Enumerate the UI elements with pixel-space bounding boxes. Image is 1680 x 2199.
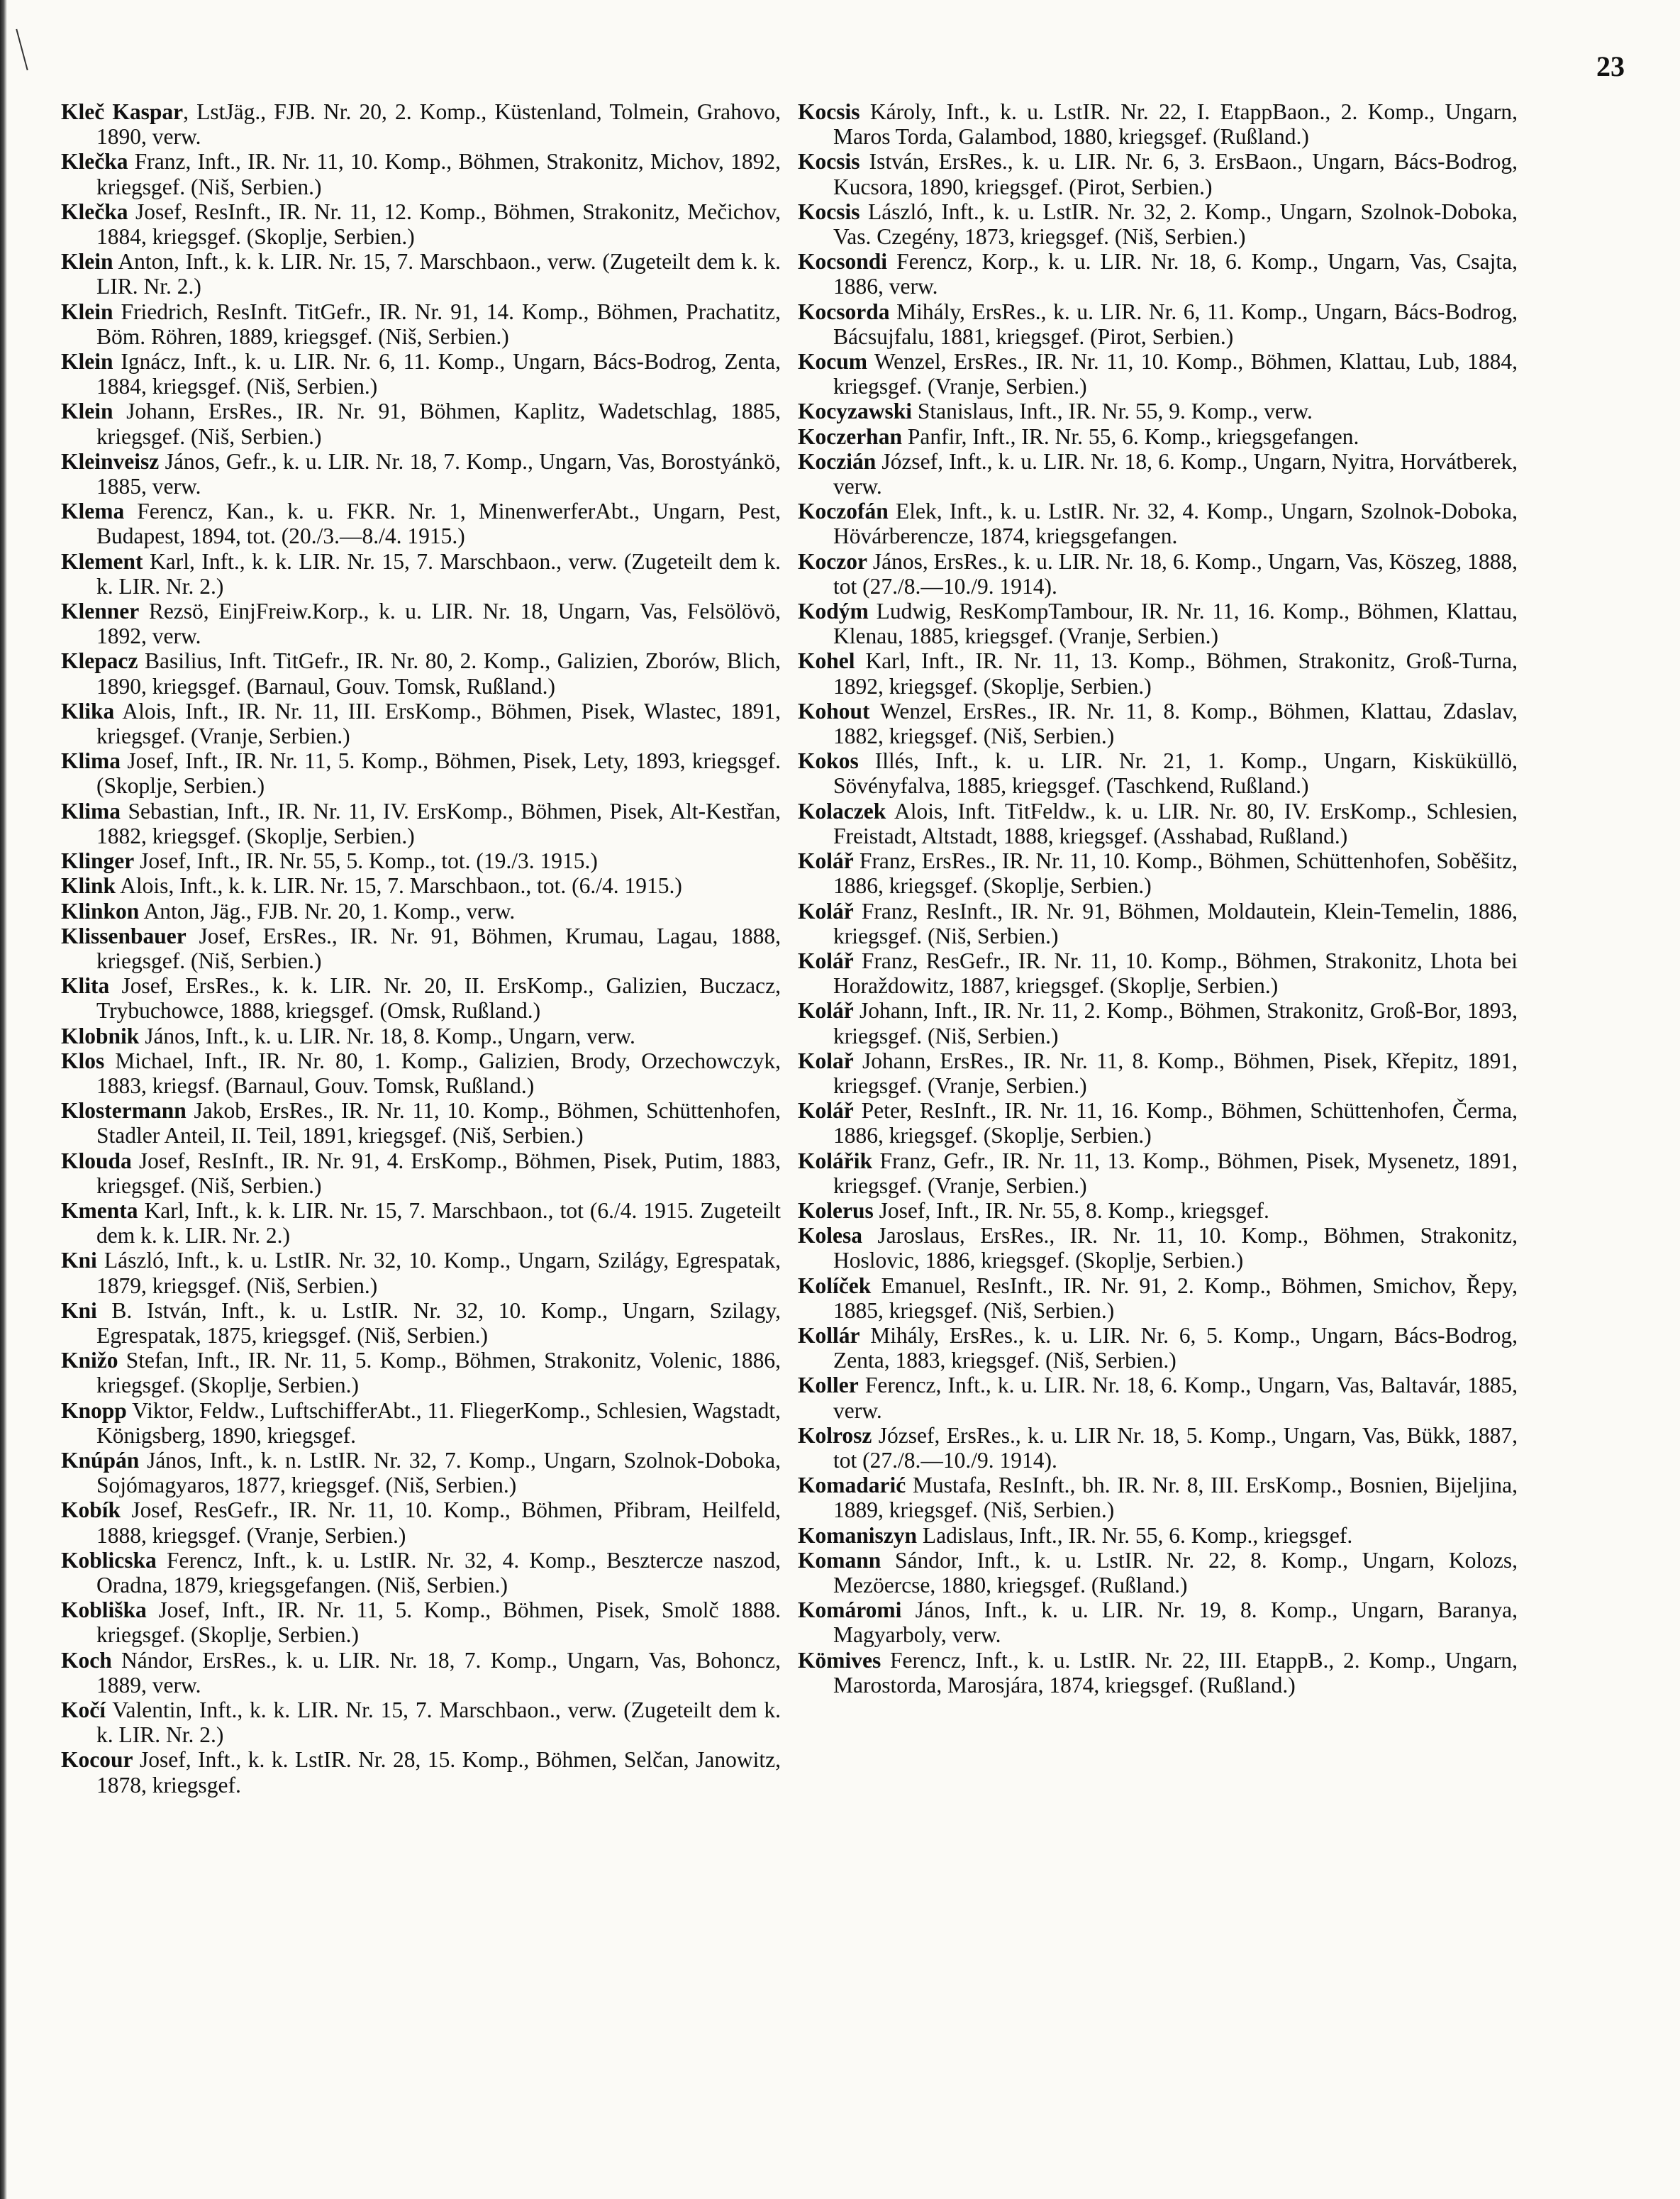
entry [61,1348,781,1397]
entry-surname: Klika [61,698,115,724]
entry [61,1497,781,1547]
entry [61,1048,781,1098]
entry-surname: Kleč Kaspar [61,99,184,124]
entry-surname: Klein [61,299,113,324]
entry-surname: Koch [61,1647,112,1673]
entry-details: Emanuel, ResInft., IR. Nr. 91, 2. Komp., Böhmen, Smichov, Řepy, 1885, kriegsgef. (Niš, Serbien.) [833,1273,1518,1323]
entry-surname: Kolář [798,948,854,973]
entry-surname: Klepacz [61,648,138,674]
entry-details: Ferencz, Inft., k. u. LIR. Nr. 18, 6. Komp., Ungarn, Vas, Baltavár, 1885, verw. [833,1373,1518,1423]
entry-details: Panfir, Inft., IR. Nr. 55, 6. Komp., kriegsgefangen. [901,423,1359,449]
entry-surname: Kni [61,1297,97,1323]
entry-details: Karl, Inft., IR. Nr. 11, 13. Komp., Böhmen, Strakonitz, Groß-Turna, 1892, kriegsgef. (Skoplje, Serbien.) [833,648,1518,699]
entry-details: , LstJäg., FJB. Nr. 20, 2. Komp., Küstenland, Tolmein, Grahovo, 1890, verw. [96,99,781,150]
entry-surname: Klinkon [61,898,140,924]
left-column [61,99,781,1798]
entry-surname: Kolář [798,998,854,1024]
entry-surname: Klos [61,1048,105,1073]
entry [798,1523,1518,1548]
entry [798,399,1518,423]
entry [61,1148,781,1198]
entry [61,699,781,748]
entry [61,249,781,299]
entry-details: József, Inft., k. u. LIR. Nr. 18, 6. Komp., Ungarn, Nyitra, Horvátberek, verw. [833,448,1518,499]
entry-details: Mustafa, ResInft., bh. IR. Nr. 8, III. ErsKomp., Bosnien, Bijeljina, 1889, kriegsgef. (Niš, Serbien.) [833,1473,1518,1523]
entry-surname: Kmenta [61,1197,138,1223]
entry-surname: Komann [798,1547,881,1573]
entry [798,1473,1518,1522]
entry-surname: Klita [61,973,110,999]
entry-surname: Klečka [61,199,128,224]
entry-details: Franz, ErsRes., IR. Nr. 11, 10. Komp., Böhmen, Schüttenhofen, Soběšitz, 1886, kriegsgef. (Skoplje, Serbien.) [833,848,1518,899]
entry-details: Illés, Inft., k. u. LIR. Nr. 21, 1. Komp., Ungarn, Kisküküllö, Sövényfalva, 1885, kriegsgef. (Taschkend, Rußland.) [833,748,1518,799]
entry [61,149,781,199]
entry-surname: Kocsis [798,199,860,224]
entry [61,299,781,349]
entry-details: Nándor, ErsRes., k. u. LIR. Nr. 18, 7. Komp., Ungarn, Vas, Bohoncz, 1889, verw. [96,1647,781,1697]
entry-details: Ferencz, Inft., k. u. LstIR. Nr. 32, 4. Komp., Besztercze naszod, Oradna, 1879, kriegsgefangen. (Niš, Serbien.) [96,1547,781,1597]
entry-surname: Kohel [798,648,855,674]
entry-surname: Klein [61,399,113,424]
entry-surname: Kleinveisz [61,448,160,474]
entry [798,998,1518,1048]
entry [798,249,1518,299]
entry-details: Anton, Inft., k. k. LIR. Nr. 15, 7. Marschbaon., verw. (Zugeteilt dem k. k. LIR. Nr. 2.) [96,249,781,299]
entry-surname: Komaniszyn [798,1522,918,1548]
entry [61,1697,781,1747]
entry [61,1198,781,1248]
entry [61,799,781,848]
entry [798,848,1518,898]
entry-surname: Kocum [798,349,867,375]
entry-details: Josef, ResGefr., IR. Nr. 11, 10. Komp., Böhmen, Přibram, Heilfeld, 1888, kriegsgef. (Vranje, Serbien.) [96,1497,781,1548]
entry-surname: Klinger [61,848,135,874]
entry-details: Ferencz, Inft., k. u. LstIR. Nr. 22, III. EtappB., 2. Komp., Ungarn, Marostorda, Marosjára, 1874, kriegsgef. (Rußland.) [833,1647,1518,1697]
entry-details: Josef, Inft., k. k. LstIR. Nr. 28, 15. Komp., Böhmen, Selčan, Janowitz, 1878, kriegsgef. [96,1747,781,1798]
entry-surname: Kolaczek [798,798,886,824]
entry-details: Stanislaus, Inft., IR. Nr. 55, 9. Komp., verw. [912,399,1313,424]
entry-details: Wenzel, ErsRes., IR. Nr. 11, 10. Komp., Böhmen, Klattau, Lub, 1884, kriegsgef. (Vranje, Serbien.) [833,349,1518,399]
entry-surname: Koczerhan [798,423,902,449]
entry [61,1398,781,1448]
entry [798,149,1518,199]
entry-surname: Klobnik [61,1023,140,1048]
entry [61,99,781,149]
entry-details: János, Inft., k. u. LIR. Nr. 18, 8. Komp., Ungarn, verw. [139,1023,635,1048]
entry-surname: Kocsis [798,99,860,124]
entry [798,449,1518,499]
entry [61,873,781,898]
entry [798,948,1518,998]
entry-surname: Kolářik [798,1148,873,1173]
entry [61,1747,781,1797]
entry-surname: Koczor [798,548,867,574]
entry [798,648,1518,698]
entry-surname: Kocyzawski [798,399,912,424]
entry-details: Ferencz, Kan., k. u. FKR. Nr. 1, MinenwerferAbt., Ungarn, Pest, Budapest, 1894, tot. (20./3.—8./4. 1915.) [96,499,781,549]
entry-details: János, Gefr., k. u. LIR. Nr. 18, 7. Komp., Ungarn, Vas, Borostyánkö, 1885, verw. [96,448,781,499]
entry [61,924,781,973]
entry-surname: Kolerus [798,1197,874,1223]
entry-surname: Klissenbauer [61,923,187,948]
entry-surname: Kobík [61,1497,121,1523]
entry [61,1597,781,1647]
entry-details: Josef, ResInft., IR. Nr. 11, 12. Komp., Böhmen, Strakonitz, Mečichov, 1884, kriegsgef. (Skoplje, Serbien.) [96,199,781,250]
entry-surname: Kolář [798,898,854,924]
entry [798,799,1518,848]
entry [61,599,781,648]
entry-surname: Klima [61,748,121,774]
entry-surname: Kokos [798,748,859,774]
entry [798,899,1518,948]
entry-surname: Kocsis [798,149,860,175]
entry [798,1148,1518,1198]
entry-details: Johann, ErsRes., IR. Nr. 91, Böhmen, Kaplitz, Wadetschlag, 1885, kriegsgef. (Niš, Serbien.) [96,399,781,449]
entry-details: Josef, ResInft., IR. Nr. 91, 4. ErsKomp., Böhmen, Pisek, Putim, 1883, kriegsgef. (Niš, Serbien.) [96,1148,781,1198]
entry-details: Viktor, Feldw., LuftschifferAbt., 11. FliegerKomp., Schlesien, Wagstadt, Königsberg, 1890, kriegsgef. [96,1397,781,1448]
entry-surname: Klement [61,548,143,574]
entry [798,699,1518,748]
entry-details: Franz, ResGefr., IR. Nr. 11, 10. Komp., Böhmen, Strakonitz, Lhota bei Horaždowitz, 1887, kriegsgef. (Skoplje, Serbien.) [833,948,1518,999]
entry-surname: Kolař [798,1048,854,1073]
entry-surname: Kocsondi [798,249,888,275]
entry-details: Ludwig, ResKompTambour, IR. Nr. 11, 16. Komp., Böhmen, Klattau, Klenau, 1885, kriegsgef. (Vranje, Serbien.) [833,599,1518,649]
entry [61,1298,781,1348]
entry-details: Károly, Inft., k. u. LstIR. Nr. 22, I. EtappBaon., 2. Komp., Ungarn, Maros Torda, Galambod, 1880, kriegsgef. (Rußland.) [833,99,1518,150]
entry-details: János, Inft., k. u. LIR. Nr. 19, 8. Komp., Ungarn, Baranya, Magyarboly, verw. [833,1597,1518,1648]
entry [798,599,1518,648]
entry-details: László, Inft., k. u. LstIR. Nr. 32, 2. Komp., Ungarn, Szolnok-Doboka, Vas. Czegény, 1873, kriegsgef. (Niš, Serbien.) [833,199,1518,250]
entry-details: Rezsö, EinjFreiw.Korp., k. u. LIR. Nr. 18, Ungarn, Vas, Felsölövö, 1892, verw. [96,599,781,649]
entry-details: Basilius, Inft. TitGefr., IR. Nr. 80, 2. Komp., Galizien, Zborów, Blich, 1890, kriegsgef. (Barnaul, Gouv. Tomsk, Rußland.) [96,648,781,699]
entry [61,648,781,698]
entry-details: Josef, Inft., IR. Nr. 55, 8. Komp., kriegsgef. [873,1197,1269,1223]
entry [61,748,781,798]
entry-surname: Knúpán [61,1447,140,1473]
entry [61,973,781,1023]
entry-surname: Kolíček [798,1273,872,1298]
page-scan-edge [0,0,7,2199]
entry-surname: Kni [61,1248,97,1273]
entry [61,848,781,873]
entry-surname: Komáromi [798,1597,902,1623]
page-number: 23 [1596,50,1625,82]
entry-details: Alois, Inft., IR. Nr. 11, III. ErsKomp., Böhmen, Pisek, Wlastec, 1891, kriegsgef. (Vranje, Serbien.) [96,698,781,749]
entry-details: Jakob, ErsRes., IR. Nr. 11, 10. Komp., Böhmen, Schüttenhofen, Stadler Anteil, II. Teil, 1891, kriegsgef. (Niš, Serbien.) [96,1098,781,1148]
entry-details: László, Inft., k. u. LstIR. Nr. 32, 10. Komp., Ungarn, Szilágy, Egrespatak, 1879, kriegsgef. (Niš, Serbien.) [96,1248,781,1298]
entry-details: Josef, Inft., IR. Nr. 11, 5. Komp., Böhmen, Pisek, Lety, 1893, kriegsgef. (Skoplje, Serbien.) [96,748,781,799]
entry [61,1098,781,1148]
entry [798,748,1518,798]
entry [798,1548,1518,1597]
entry [61,1248,781,1297]
entry-surname: Klema [61,499,125,524]
entry-surname: Klenner [61,599,140,624]
entry-surname: Klostermann [61,1098,187,1124]
entry-details: Friedrich, ResInft. TitGefr., IR. Nr. 91, 14. Komp., Böhmen, Prachatitz, Böm. Röhren, 1889, kriegsgef. (Niš, Serbien.) [96,299,781,349]
entry-surname: Kolesa [798,1223,862,1248]
entry-details: János, Inft., k. n. LstIR. Nr. 32, 7. Komp., Ungarn, Szolnok-Doboka, Sojómagyaros, 1877, kriegsgef. (Niš, Serbien.) [96,1447,781,1498]
entry-details: Franz, Gefr., IR. Nr. 11, 13. Komp., Böhmen, Pisek, Mysenetz, 1891, kriegsgef. (Vranje, Serbien.) [833,1148,1518,1198]
entry-details: Mihály, ErsRes., k. u. LIR. Nr. 6, 5. Komp., Ungarn, Bács-Bodrog, Zenta, 1883, kriegsgef. (Niš, Serbien.) [833,1322,1518,1373]
entry [798,1373,1518,1422]
entry-surname: Klein [61,249,113,275]
entry-details: Alois, Inft., k. k. LIR. Nr. 15, 7. Marschbaon., tot. (6./4. 1915.) [116,873,682,899]
entry [798,199,1518,249]
entry [798,1597,1518,1647]
entry-details: Jaroslaus, ErsRes., IR. Nr. 11, 10. Komp., Böhmen, Strakonitz, Hoslovic, 1886, kriegsgef. (Skoplje, Serbien.) [833,1223,1518,1273]
entry-details: Valentin, Inft., k. k. LIR. Nr. 15, 7. Marschbaon., verw. (Zugeteilt dem k. k. LIR. Nr. 2.) [96,1697,781,1748]
entry [798,424,1518,449]
entry [798,299,1518,349]
entry-details: Alois, Inft. TitFeldw., k. u. LIR. Nr. 80, IV. ErsKomp., Schlesien, Freistadt, Altstadt, 1888, kriegsgef. (Asshabad, Rußland.) [833,798,1518,848]
entry-surname: Klečka [61,149,128,175]
entry-details: Josef, Inft., IR. Nr. 11, 5. Komp., Böhmen, Pisek, Smolč 1888. kriegsgef. (Skoplje, Serbien.) [96,1597,781,1648]
entry [61,1548,781,1597]
entry-details: Stefan, Inft., IR. Nr. 11, 5. Komp., Böhmen, Strakonitz, Volenic, 1886, kriegsgef. (Skoplje, Serbien.) [96,1348,781,1398]
entry-surname: Kočí [61,1697,106,1722]
entry-surname: Kömives [798,1647,881,1673]
entry [798,1048,1518,1098]
entry-details: Mihály, ErsRes., k. u. LIR. Nr. 6, 11. Komp., Ungarn, Bács-Bodrog, Bácsujfalu, 1881, kriegsgef. (Pirot, Serbien.) [833,299,1518,349]
entry [798,349,1518,399]
entry-details: Josef, Inft., IR. Nr. 55, 5. Komp., tot. (19./3. 1915.) [134,848,598,874]
entry-details: B. István, Inft., k. u. LstIR. Nr. 32, 10. Komp., Ungarn, Szilagy, Egrespatak, 1875, kriegsgef. (Niš, Serbien.) [96,1297,781,1348]
entry-surname: Klima [61,798,121,824]
right-column [798,99,1518,1697]
entry-details: Sebastian, Inft., IR. Nr. 11, IV. ErsKomp., Böhmen, Pisek, Alt-Kestřan, 1882, kriegsgef. (Skoplje, Serbien.) [96,798,781,848]
entry-surname: Kocour [61,1747,133,1773]
entry-details: Karl, Inft., k. k. LIR. Nr. 15, 7. Marschbaon., verw. (Zugeteilt dem k. k. LIR. Nr. 2.) [96,548,781,599]
entry-details: János, ErsRes., k. u. LIR. Nr. 18, 6. Komp., Ungarn, Vas, Köszeg, 1888, tot (27./8.—10./9. 1914). [833,548,1518,599]
entry-surname: Kolář [798,1098,854,1124]
entry [798,1223,1518,1273]
entry-details: Peter, ResInft., IR. Nr. 11, 16. Komp., Böhmen, Schüttenhofen, Čerma, 1886, kriegsgef. (Skoplje, Serbien.) [833,1098,1518,1148]
entry-details: Johann, Inft., IR. Nr. 11, 2. Komp., Böhmen, Strakonitz, Groß-Bor, 1893, kriegsgef. (Niš, Serbien.) [833,998,1518,1048]
entry-details: Ignácz, Inft., k. u. LIR. Nr. 6, 11. Komp., Ungarn, Bács-Bodrog, Zenta, 1884, kriegsgef. (Niš, Serbien.) [96,349,781,399]
entry-details: Wenzel, ErsRes., IR. Nr. 11, 8. Komp., Böhmen, Klattau, Zdaslav, 1882, kriegsgef. (Niš, Serbien.) [833,698,1518,749]
entry [798,1098,1518,1148]
entry-details: István, ErsRes., k. u. LIR. Nr. 6, 3. ErsBaon., Ungarn, Bács-Bodrog, Kucsora, 1890, kriegsgef. (Pirot, Serbien.) [833,149,1518,199]
entry-surname: Koller [798,1373,859,1398]
entry-details: Elek, Inft., k. u. LstIR. Nr. 32, 4. Komp., Ungarn, Szolnok-Doboka, Hövárberencze, 1874, kriegsgefangen. [833,499,1518,549]
entry-surname: Klouda [61,1148,132,1173]
entry-details: Karl, Inft., k. k. LIR. Nr. 15, 7. Marschbaon., tot (6./4. 1915. Zugeteilt dem k. k. LIR. Nr. 2.) [96,1197,781,1248]
entry [798,99,1518,149]
entry-surname: Kodým [798,599,869,624]
entry-surname: Klink [61,873,116,899]
entry-details: Johann, ErsRes., IR. Nr. 11, 8. Komp., Böhmen, Pisek, Křepitz, 1891, kriegsgef. (Vranje, Serbien.) [833,1048,1518,1098]
entry [61,399,781,448]
entry [798,1648,1518,1697]
entry [61,199,781,249]
entry-surname: Knopp [61,1397,127,1423]
entry-details: Sándor, Inft., k. u. LstIR. Nr. 22, 8. Komp., Ungarn, Kolozs, Mezöercse, 1880, kriegsgef. (Rußland.) [833,1547,1518,1597]
entry [798,1423,1518,1473]
entry-details: Michael, Inft., IR. Nr. 80, 1. Komp., Galizien, Brody, Orzechowczyk, 1883, kriegsf. (Barnaul, Gouv. Tomsk, Rußland.) [96,1048,781,1098]
entry [61,549,781,599]
entry [61,1648,781,1697]
entry [61,449,781,499]
entry [798,549,1518,599]
entry [61,1448,781,1497]
entry-surname: Koczofán [798,499,889,524]
entry-surname: Kolář [798,848,854,874]
entry-details: Franz, Inft., IR. Nr. 11, 10. Komp., Böhmen, Strakonitz, Michov, 1892, kriegsgef. (Niš, Serbien.) [96,149,781,199]
entry-surname: Kobliška [61,1597,147,1623]
entry-surname: Kolrosz [798,1422,872,1448]
pen-mark [16,29,28,70]
entry-surname: Kohout [798,698,870,724]
entry-details: Anton, Jäg., FJB. Nr. 20, 1. Komp., verw. [139,898,516,924]
entry-surname: Klein [61,349,113,375]
entry-surname: Kollár [798,1322,860,1348]
entry-surname: Koczián [798,448,877,474]
entry [61,499,781,548]
entry [61,899,781,924]
entry [61,349,781,399]
entry-details: Franz, ResInft., IR. Nr. 91, Böhmen, Moldautein, Klein-Temelin, 1886, kriegsgef. (Niš, Serbien.) [833,898,1518,948]
entry-surname: Knižo [61,1348,118,1373]
entry [61,1024,781,1048]
entry [798,1198,1518,1223]
entry-surname: Koblicska [61,1547,157,1573]
entry-surname: Komadarić [798,1473,906,1498]
entry [798,1323,1518,1373]
entry [798,1273,1518,1323]
entry-details: Josef, ErsRes., k. k. LIR. Nr. 20, II. ErsKomp., Galizien, Buczacz, Trybuchowce, 1888, kriegsgef. (Omsk, Rußland.) [96,973,781,1024]
entry-details: Josef, ErsRes., IR. Nr. 91, Böhmen, Krumau, Lagau, 1888, kriegsgef. (Niš, Serbien.) [96,923,781,973]
entry-surname: Kocsorda [798,299,890,324]
entry-details: Ferencz, Korp., k. u. LIR. Nr. 18, 6. Komp., Ungarn, Vas, Csajta, 1886, verw. [833,249,1518,299]
entry-details: József, ErsRes., k. u. LIR Nr. 18, 5. Komp., Ungarn, Vas, Bükk, 1887, tot (27./8.—10./9. 1914). [833,1422,1518,1473]
entry-details: Ladislaus, Inft., IR. Nr. 55, 6. Komp., kriegsgef. [917,1522,1353,1548]
entry [798,499,1518,548]
